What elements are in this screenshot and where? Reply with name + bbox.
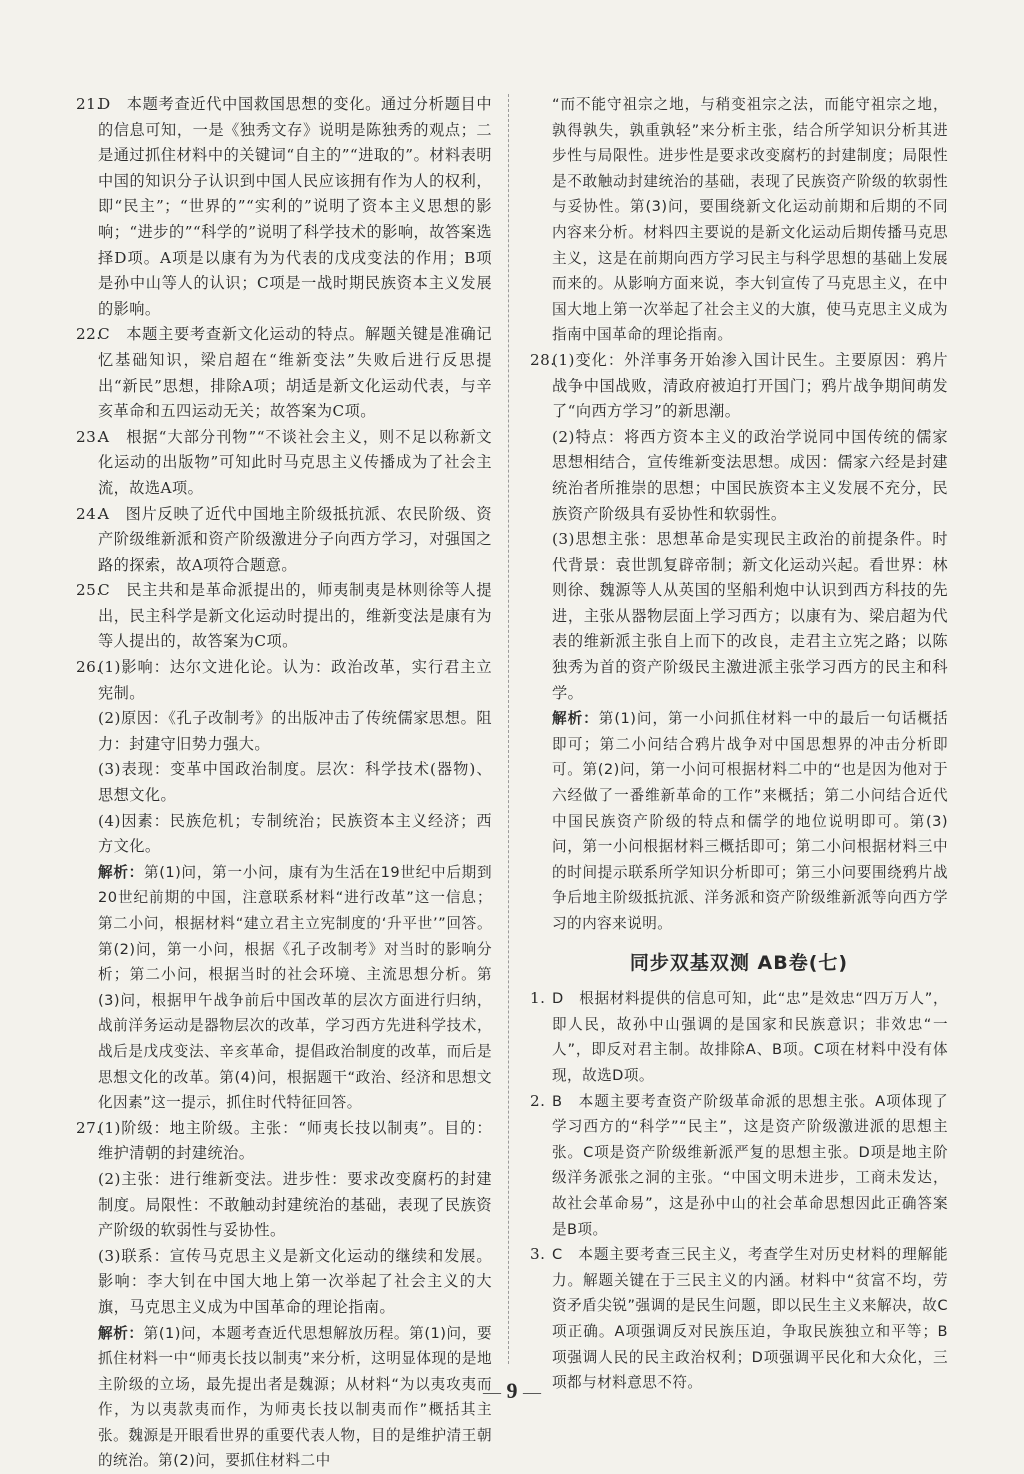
answer-s2 xyxy=(530,1089,948,1243)
answer-21 xyxy=(76,92,492,322)
answer-number: 23. xyxy=(76,425,102,451)
answer-number: 25. xyxy=(76,578,102,604)
answer-27-continued: “而不能守祖宗之地，与稍变祖宗之法，而能守祖宗之地，孰得孰失，孰重孰轻”来分析主张，结合所学知识分析其进步性与局限性。进步性是要求改变腐朽的封建制度；局限性是不敢触动封建统治的基础，表现了民族资产阶级的软弱性与妥协性。第(3)问，要围绕新文化运动前期和后期的不同内容来分析。材料四主要说的是新文化运动后期传播马克思主义，这是在前期向西方学习民主与科学思想的基础上发展而来的。从影响方面来说，李大钊宣传了马克思主义，在中国大地上第一次举起了社会主义的大旗，使马克思主义成为指南中国革命的理论指南。 xyxy=(530,92,948,348)
section-title: 同步双基双测 AB卷(七) xyxy=(530,951,948,977)
answer-25 xyxy=(76,578,492,655)
answer-number: 27. xyxy=(76,1116,102,1142)
analysis-label: 解析： xyxy=(98,864,144,881)
page-footer xyxy=(0,1378,1024,1404)
answer-part: (3)联系：宣传马克思主义是新文化运动的继续和发展。影响：李大钊在中国大地上第一次举起了社会主义的大旗，马克思主义成为中国革命的理论指南。 xyxy=(98,1244,492,1321)
analysis-text: 第(1)问，本题考查近代思想解放历程。第(1)问，要抓住材料一中“师夷长技以制夷”来分析，这明显体现的是地主阶级的立场，最先提出者是魏源；从材料“为以夷攻夷而作，为以夷款夷而作，为师夷长技以制夷而作”概括其主张。魏源是开眼看世界的重要代表人物，目的是维护清王朝的统治。第(2)问，要抓住材料二中 xyxy=(98,1325,492,1470)
answer-number: 3. xyxy=(530,1242,545,1268)
right-column xyxy=(530,92,948,1396)
answer-part: (3)思想主张：思想革命是实现民主政治的前提条件。时代背景：袁世凯复辟帝制；新文化运动兴起。看世界：林则徐、魏源等人从英国的坚船利炮中认识到西方科技的先进，主张从器物层面上学习西方；以康有为、梁启超为代表的维新派主张自上而下的改良，走君主立宪之路；以陈独秀为首的资产阶级民主激进派主张学习西方的民主和科学。 xyxy=(552,527,948,706)
answer-number: 2. xyxy=(530,1089,545,1115)
answer-part: (2)特点：将西方资本主义的政治学说同中国传统的儒家思想相结合，宣传维新变法思想。成因：儒家六经是封建统治者所推崇的思想；中国民族资本主义发展不充分，民族资产阶级具有妥协性和软弱性。 xyxy=(552,425,948,527)
answer-part: (1)变化：外洋事务开始渗入国计民生。主要原因：鸦片战争中国战败，清政府被迫打开国门；鸦片战争期间萌发了“向西方学习”的新思潮。 xyxy=(552,348,948,425)
answer-text: D 本题考查近代中国救国思想的变化。通过分析题目中的信息可知，一是《独秀文存》说明是陈独秀的观点；二是通过抓住材料中的关键词“自主的”“进取的”。材料表明中国的知识分子认识到中国人民应该拥有作为人的权利，即“民主”；“世界的”“实利的”说明了资本主义思想的影响；“进步的”“科学的”说明了科学技术的影响，故答案选择D项。A项是以康有为为代表的戊戌变法的作用；B项是孙中山等人的认识；C项是一战时期民族资本主义发展的影响。 xyxy=(98,95,492,318)
answer-s1 xyxy=(530,986,948,1088)
answer-number: 24. xyxy=(76,502,102,528)
analysis-label: 解析： xyxy=(552,710,599,727)
answer-part: (1)阶级：地主阶级。主张：“师夷长技以制夷”。目的：维护清朝的封建统治。 xyxy=(98,1116,492,1167)
footer-dash-right: — xyxy=(523,1382,541,1402)
footer-dash-left: — xyxy=(483,1382,501,1402)
answer-number: 26. xyxy=(76,655,102,681)
answer-text: A 图片反映了近代中国地主阶级抵抗派、农民阶级、资产阶级维新派和资产阶级激进分子向西方学习，对强国之路的探索，故A项符合题意。 xyxy=(98,505,492,574)
analysis-text: 第(1)问，第一小问抓住材料一中的最后一句话概括即可；第二小问结合鸦片战争对中国思想界的冲击分析即可。第(2)问，第一小问可根据材料二中的“也是因为他对于六经做了一番维新革命的工作”来概括；第二小问结合近代中国民族资产阶级的特点和儒学的地位说明即可。第(3)问，第一小问根据材料三概括即可；第二小问根据材料三中的时间提示联系所学知识分析即可；第三小问要围绕鸦片战争后地主阶级抵抗派、洋务派和资产阶级维新派等向西方学习的内容来说明。 xyxy=(552,710,948,932)
answer-text: B 本题主要考查资产阶级革命派的思想主张。A项体现了学习西方的“科学”“民主”，这是资产阶级激进派的思想主张。C项是资产阶级维新派严复的思想主张。D项是地主阶级洋务派张之洞的主张。“中国文明未进步，工商未发达，故社会革命易”，这是孙中山的社会革命思想因此正确答案是B项。 xyxy=(552,1093,948,1238)
answer-24 xyxy=(76,502,492,579)
column-divider xyxy=(508,94,509,1364)
answer-27 xyxy=(76,1116,492,1474)
answer-part: (1)影响：达尔文进化论。认为：政治改革，实行君主立宪制。 xyxy=(98,655,492,706)
answer-part: (4)因素：民族危机；专制统治；民族资本主义经济；西方文化。 xyxy=(98,809,492,860)
answer-28 xyxy=(530,348,948,937)
answer-text: C 本题主要考查三民主义，考查学生对历史材料的理解能力。解题关键在于三民主义的内涵。材料中“贫富不均，劳资矛盾尖锐”强调的是民生问题，即以民生主义来解决，故C项正确。A项强调反对民族压迫，争取民族独立和平等；B项强调人民的民主政治权利；D项强调平民化和大众化，三项都与材料意思不符。 xyxy=(552,1246,948,1391)
analysis-text: 第(1)问，第一小问，康有为生活在19世纪中后期到20世纪前期的中国，注意联系材料“进行改革”这一信息；第二小问，根据材料“建立君主立宪制度的‘升平世’”回答。第(2)问，第一小问，根据《孔子改制考》对当时的影响分析；第二小问，根据当时的社会环境、主流思想分析。第(3)问，根据甲午战争前后中国改革的层次方面进行归纳，战前洋务运动是器物层次的改革，学习西方先进科学技术，战后是戊戌变法、辛亥革命，提倡政治制度的改革，而后是思想文化的改革。第(4)问，根据题干“政治、经济和思想文化因素”这一提示，抓住时代特征回答。 xyxy=(98,864,492,1111)
answer-26 xyxy=(76,655,492,1116)
answer-number: 1. xyxy=(530,986,545,1012)
answer-part: (2)主张：进行维新变法。进步性：要求改变腐朽的封建制度。局限性：不敢触动封建统治的基础，表现了民族资产阶级的软弱性与妥协性。 xyxy=(98,1167,492,1244)
answer-text: C 本题主要考查新文化运动的特点。解题关键是准确记忆基础知识，梁启超在“维新变法”失败后进行反思提出“新民”思想，排除A项；胡适是新文化运动代表，与辛亥革命和五四运动无关；故答案为C项。 xyxy=(98,325,492,420)
analysis xyxy=(552,706,948,936)
answer-number: 28. xyxy=(530,348,556,374)
answer-23 xyxy=(76,425,492,502)
answer-text: C 民主共和是革命派提出的，师夷制夷是林则徐等人提出，民主科学是新文化运动时提出的，维新变法是康有为等人提出的，故答案为C项。 xyxy=(98,581,492,650)
answer-part: (2)原因：《孔子改制考》的出版冲击了传统儒家思想。阻力：封建守旧势力强大。 xyxy=(98,706,492,757)
answer-s3 xyxy=(530,1242,948,1396)
analysis xyxy=(98,860,492,1116)
answer-text: A 根据“大部分刊物”“不谈社会主义，则不足以称新文化运动的出版物”可知此时马克思主义传播成为了社会主流，故选A项。 xyxy=(98,428,492,497)
answer-22 xyxy=(76,322,492,424)
answer-part: (3)表现：变革中国政治制度。层次：科学技术(器物)、思想文化。 xyxy=(98,757,492,808)
answer-number: 22. xyxy=(76,322,102,348)
analysis-label: 解析： xyxy=(98,1325,144,1342)
answer-number: 21. xyxy=(76,92,102,118)
page-number: 9 xyxy=(507,1378,518,1403)
left-column xyxy=(76,92,492,1474)
answer-text: D 根据材料提供的信息可知，此“忠”是效忠“四万万人”，即人民，故孙中山强调的是国家和民族意识；非效忠“一人”，即反对君主制。故排除A、B项。C项在材料中没有体现，故选D项。 xyxy=(552,990,948,1084)
